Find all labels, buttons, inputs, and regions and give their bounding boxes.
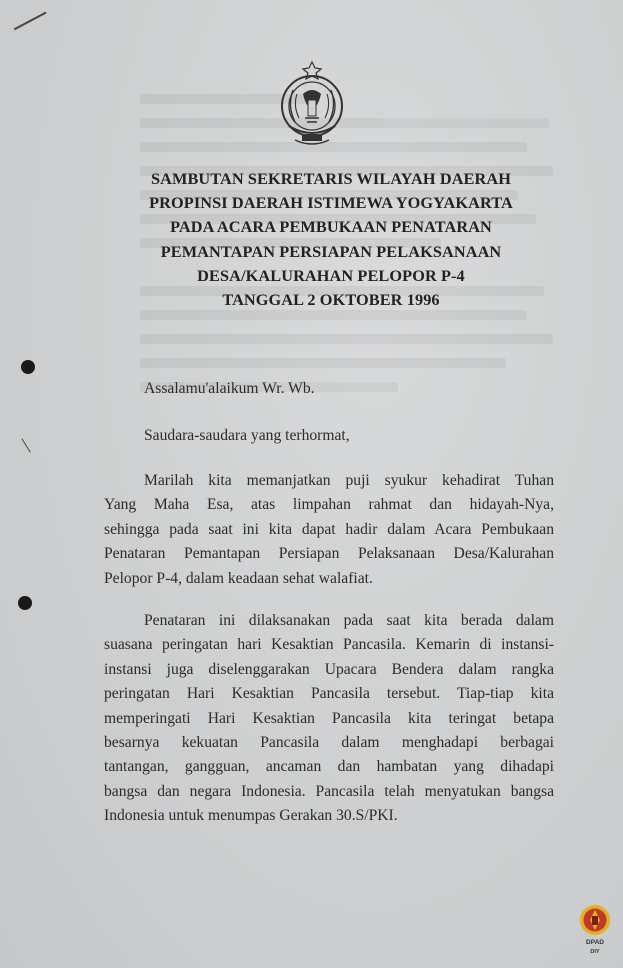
svg-text:DIY: DIY (590, 949, 600, 955)
title-line-1: SAMBUTAN SEKRETARIS WILAYAH DAERAH (150, 169, 511, 188)
title-line-5: DESA/KALURAHAN PELOPOR P-4 (197, 265, 465, 285)
paragraph-line: Penataran ini dilaksanakan pada saat kita berada dalam (144, 612, 554, 629)
punch-hole-bottom (18, 596, 32, 610)
punch-hole-top (21, 360, 35, 374)
paragraph-pancasila (104, 609, 554, 829)
title-line-4: PEMANTAPAN PERSIAPAN PELAKSANAAN (160, 241, 502, 261)
paragraph-line: Penataran Pemantapan Persiapan Pelaksanaan Desa/Kalurahan (104, 545, 554, 563)
paragraph-line: memperingati Hari Kesaktian Pancasila kita teringat betapa (104, 709, 554, 727)
paragraph-line: tantangan, gangguan, ancaman dan hambatan yang dihadapi (104, 758, 554, 776)
paragraph-line: Yang Maha Esa, atas limpahan rahmat dan hidayah-Nya, (104, 496, 554, 514)
paragraph-line: Marilah kita memanjatkan puji syukur kehadirat Tuhan (144, 472, 554, 489)
yogyakarta-crest-emblem (277, 60, 347, 148)
title-line-3: PADA ACARA PEMBUKAAN PENATARAN (170, 217, 492, 237)
dpad-diy-logo-stamp (578, 902, 612, 958)
greeting-address: Saudara-saudara yang terhormat, (144, 427, 350, 444)
svg-text:DPAD: DPAD (586, 939, 604, 946)
title-line-6: TANGGAL 2 OKTOBER 1996 (222, 290, 440, 310)
paragraph-line: Pelopor P-4, dalam keadaan sehat walafiat. (104, 569, 373, 587)
title-line-2: PROPINSI DAERAH ISTIMEWA YOGYAKARTA (149, 193, 513, 213)
paragraph-line: suasana peringatan hari Kesaktian Pancasila. Kemarin di instansi- (104, 636, 554, 654)
paragraph-line: sehingga pada saat ini kita dapat hadir dalam Acara Pembukaan (104, 520, 554, 538)
document-title (100, 167, 562, 312)
paragraph-line: peringatan Hari Kesaktian Pancasila tersebut. Tiap-tiap kita (104, 685, 554, 703)
paragraph-opening (104, 469, 554, 591)
paragraph-line: Indonesia untuk menumpas Gerakan 30.S/PKI. (104, 807, 398, 825)
greeting-salam: Assalamu'alaikum Wr. Wb. (144, 380, 315, 397)
paragraph-line: besarnya kekuatan Pancasila dalam menghadapi berbagai (104, 734, 554, 752)
pen-scratch-mark-2 (21, 439, 31, 453)
paragraph-line: instansi juga diselenggarakan Upacara Bendera dalam rangka (104, 660, 554, 678)
paragraph-line: bangsa dan negara Indonesia. Pancasila telah menyatukan bangsa (104, 782, 554, 800)
pen-scratch-mark (14, 12, 46, 30)
